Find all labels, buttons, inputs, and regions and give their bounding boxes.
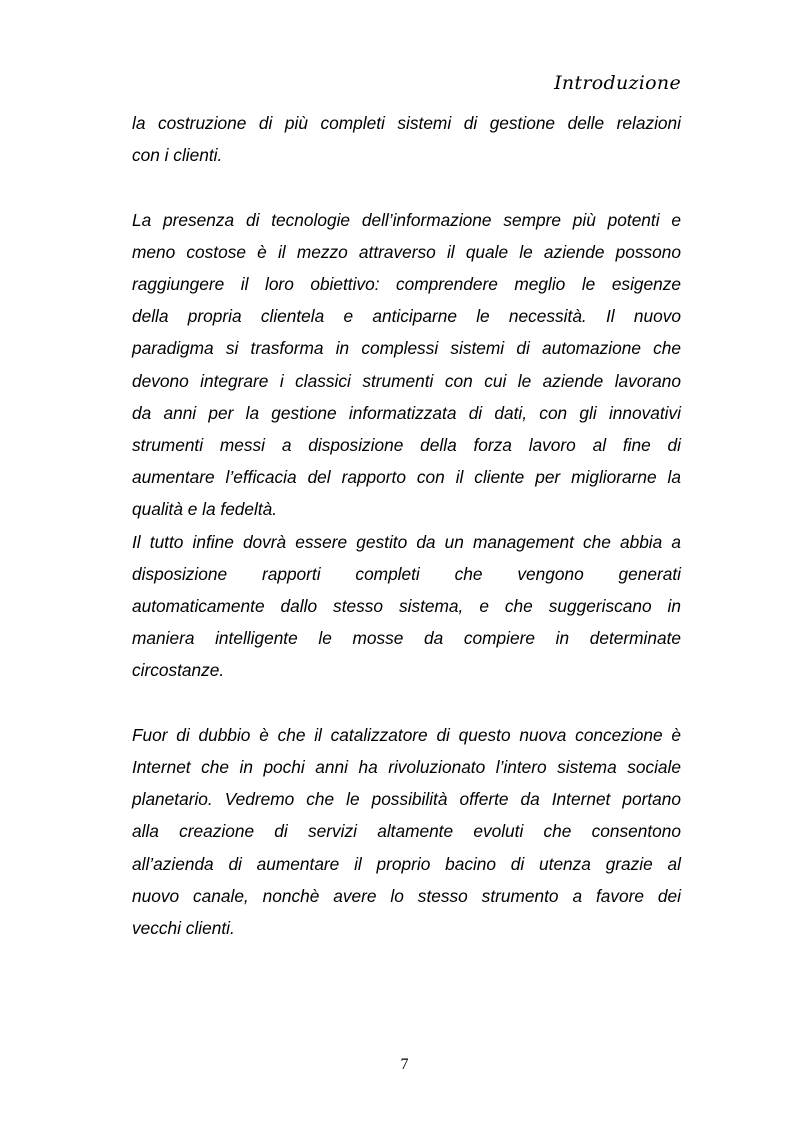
paragraph-4 xyxy=(132,719,681,944)
text-line: alla creazione di servizi altamente evoluti che consentono xyxy=(132,821,681,842)
text-line: paradigma si trasforma in complessi sistemi di automazione che xyxy=(132,338,681,359)
text-line: aumentare l’efficacia del rapporto con il cliente per migliorarne la xyxy=(132,467,681,488)
paragraph-3 xyxy=(132,526,681,687)
text-line: la costruzione di più completi sistemi di gestione delle relazioni xyxy=(132,113,681,133)
text-line: planetario. Vedremo che le possibilità offerte da Internet portano xyxy=(132,789,681,810)
paragraph-2 xyxy=(132,204,681,526)
text-line: all’azienda di aumentare il proprio bacino di utenza grazie al xyxy=(132,853,681,874)
text-line: Il tutto infine dovrà essere gestito da un management che abbia a xyxy=(132,531,681,552)
page-number: 7 xyxy=(400,1056,409,1073)
text-line: della propria clientela e anticiparne le necessità. Il nuovo xyxy=(132,306,681,327)
text-line: con i clienti. xyxy=(132,145,223,166)
text-line: nuovo canale, nonchè avere lo stesso strumento a favore dei xyxy=(132,885,681,906)
paragraph-1 xyxy=(132,107,681,171)
text-line: circostanze. xyxy=(132,660,225,681)
paragraph-gap xyxy=(132,171,681,203)
paragraph-gap xyxy=(132,687,681,719)
text-line: La presenza di tecnologie dell’informazione sempre più potenti e xyxy=(132,209,681,230)
text-line: qualità e la fedeltà. xyxy=(132,499,278,520)
text-line: automaticamente dallo stesso sistema, e che suggeriscano in xyxy=(132,596,681,617)
text-line: meno costose è il mezzo attraverso il quale le aziende possono xyxy=(132,241,681,262)
text-line: raggiungere il loro obiettivo: comprendere meglio le esigenze xyxy=(132,274,681,294)
text-line: devono integrare i classici strumenti con cui le aziende lavorano xyxy=(132,370,681,391)
body-text xyxy=(132,107,681,944)
running-header: Introduzione xyxy=(554,72,681,94)
text-line: Internet che in pochi anni ha rivoluzionato l’intero sistema sociale xyxy=(132,757,681,778)
text-line: strumenti messi a disposizione della forza lavoro al fine di xyxy=(132,435,681,456)
text-line: disposizione rapporti completi che vengono generati xyxy=(132,563,681,584)
text-line: maniera intelligente le mosse da compiere in determinate xyxy=(132,628,681,649)
text-line: da anni per la gestione informatizzata di dati, con gli innovativi xyxy=(132,402,681,423)
text-line: Fuor di dubbio è che il catalizzatore di questo nuova concezione è xyxy=(132,724,681,745)
text-line: vecchi clienti. xyxy=(132,918,235,939)
